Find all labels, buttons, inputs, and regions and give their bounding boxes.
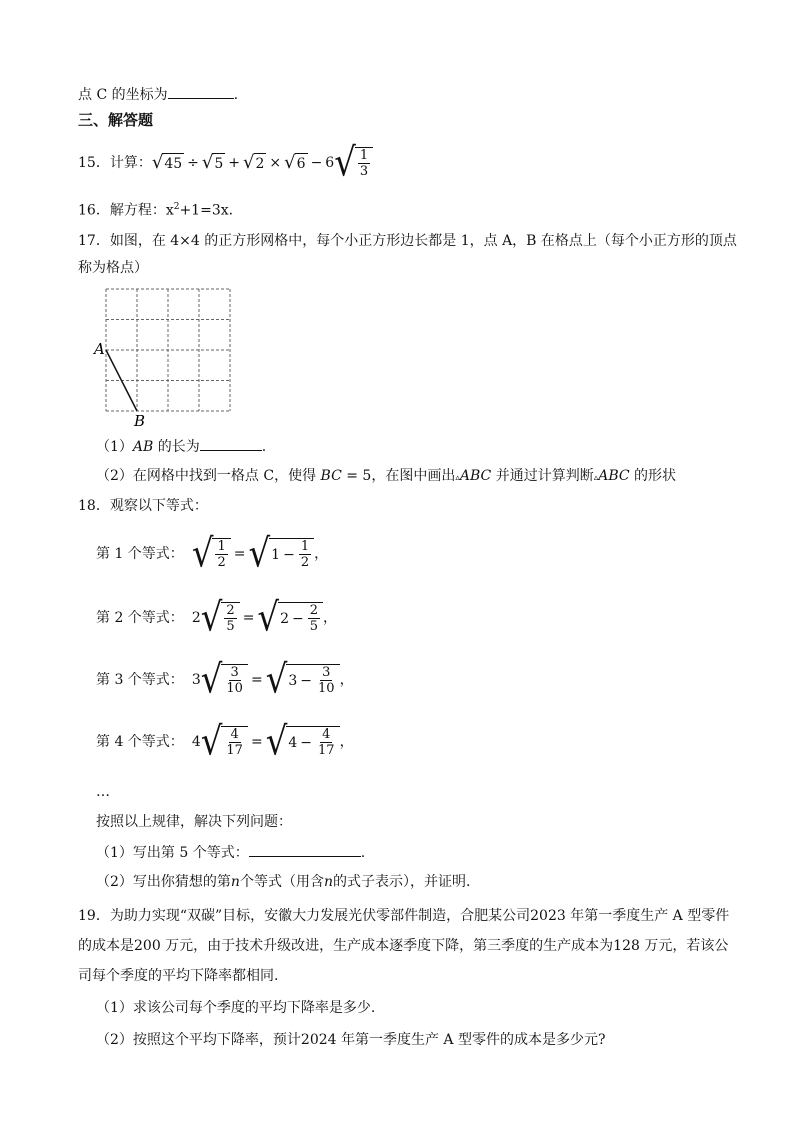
q16-label: 16．解方程：x (78, 202, 174, 219)
q18-rule-text: 按照以上规律，解决下列问题： (96, 814, 292, 830)
equation-1: 第 1 个等式： √ $\frac{1}{2}$ = √ 1 − $\frac{1}{2}$ ， (96, 531, 329, 577)
top-line-text: 点 C 的坐标为 (78, 87, 168, 103)
q18-label: 18．观察以下等式： (78, 498, 208, 514)
q19-sub2: （2）按照这个平均下降率，预计2024 年第一季度生产 A 型零件的成本是多少元? (96, 1032, 606, 1048)
q17-sub2: （2）在网格中找到一格点 C，使得 BC = 5，在图中画出▵ABC 并通过计算判断▵ABC 的形状 (96, 468, 677, 484)
point-a-label: A (94, 340, 105, 358)
q15-coef: 6 (325, 155, 335, 171)
q17-line2: 称为格点） (78, 260, 148, 276)
sqrt-45: √ 45 (151, 152, 183, 173)
answer-blank[interactable] (168, 84, 234, 99)
q19-line1: 19．为助力实现“双碳”目标，安徽大力发展光伏零部件制造，合肥某公司2023 年第一季度生产 A 型零件 (78, 908, 730, 924)
top-line-end: . (233, 87, 239, 103)
sqrt-one-third: √ $\frac{1}{3}$ (334, 147, 373, 179)
grid-figure (90, 280, 250, 430)
fill-in-line (78, 84, 238, 105)
q16-sup: 2 (173, 202, 180, 212)
answer-blank[interactable] (200, 436, 262, 451)
q17-line1: 17．如图，在 4×4 的正方形网格中，每个小正方形边长都是 1，点 A，B 在格点上（每个小正方形的顶点 (78, 233, 737, 249)
question-15: 15．计算： √ 45 ÷ √ 5 + √ 2 × √ 6 − 6 √ $\frac{1}{3}$ (78, 146, 373, 180)
question-16 (78, 197, 233, 221)
sqrt-6: √ 6 (284, 152, 306, 173)
q18-sub1: （1）写出第 5 个等式： . (96, 842, 365, 863)
q15-label: 15．计算： (78, 155, 152, 171)
ellipsis: … (96, 784, 110, 800)
q17-sub1: （1）AB 的长为 . (96, 436, 266, 457)
grid-lines (106, 289, 230, 411)
answer-blank[interactable] (249, 842, 361, 857)
q19-sub1: （1）求该公司每个季度的平均下降率是多少. (96, 1000, 376, 1016)
equation-4: 第 4 个等式： 4 √ $\frac{4}{17}$ = √ 4 − $\frac{4}{17}$ ， (96, 719, 354, 765)
q19-line2: 的成本是200 万元，由于技术升级改进，生产成本逐季度下降，第三季度的生产成本为128 万元，若该公 (78, 938, 729, 954)
equation-2: 第 2 个等式： 2 √ $\frac{2}{5}$ = √ 2 − $\frac{2}{5}$ ， (96, 595, 338, 641)
q16-rest: +1=3x. (179, 202, 234, 219)
equation-3: 第 3 个等式： 3 √ $\frac{3}{10}$ = √ 3 − $\frac{3}{10}$ ， (96, 657, 354, 703)
sqrt-5: √ 5 (201, 152, 224, 173)
point-b-label: B (134, 412, 146, 430)
q19-line3: 司每个季度的平均下降率都相同. (78, 968, 279, 984)
sqrt-2: √ 2 (243, 152, 265, 173)
q18-sub2: （2）写出你猜想的第n个等式（用含n的式子表示），并证明. (96, 874, 471, 890)
section-title: 三、解答题 (78, 111, 154, 129)
